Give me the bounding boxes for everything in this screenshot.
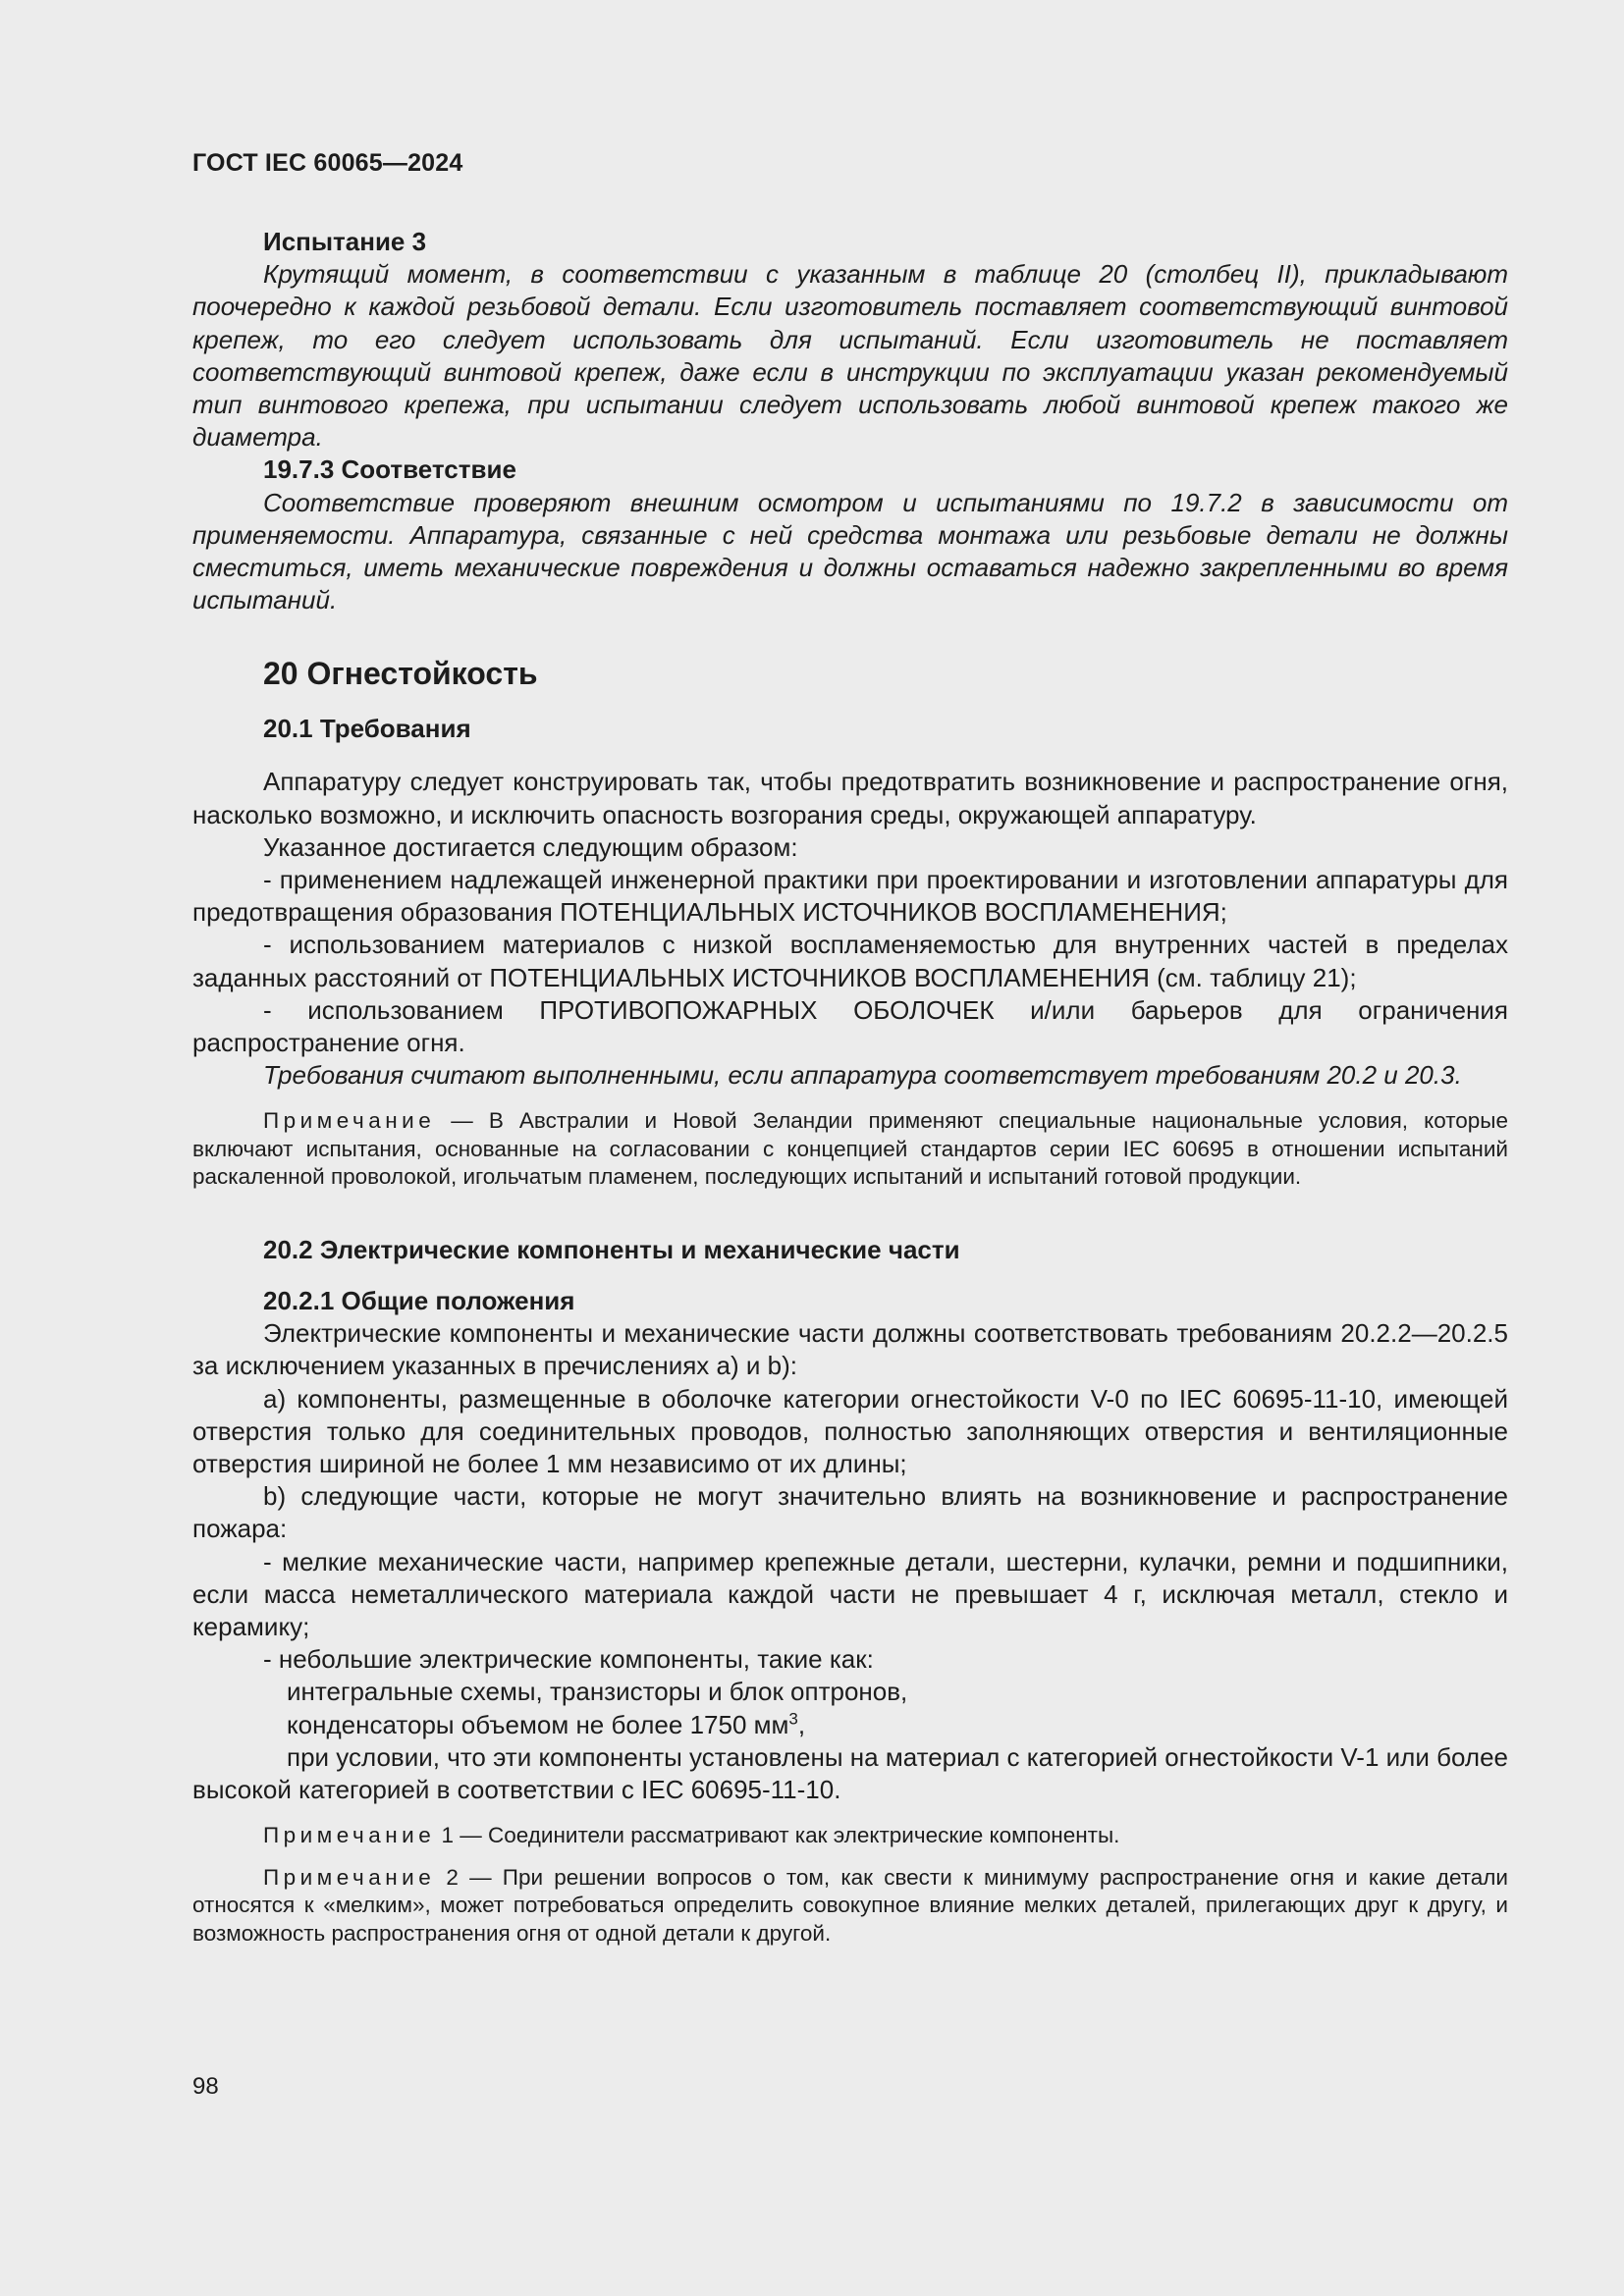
list-item-b: b) следующие части, которые не могут значительно влиять на возникновение и распространение пожара: <box>192 1481 1508 1544</box>
section-20-1-para-1: Аппаратуру следует конструировать так, чтобы предотвратить возникновение и распространение огня, насколько возможно, и исключить опасность возгорания среды, окружающей аппаратуру. <box>192 767 1508 829</box>
list-item-b-1: - мелкие механические части, например крепежные детали, шестерни, кулачки, ремни и подшипники, если масса неметаллического материала каждой части не превышает 4 г, исключая металл, стекло и керамику; <box>192 1546 1508 1641</box>
document-header: ГОСТ IEC 60065—2024 <box>192 149 463 177</box>
section-20-1-title: 20.1 Требования <box>263 714 471 744</box>
section-20-1-para-3: Требования считают выполненными, если аппаратура соответствует требованиям 20.2 и 20.3. <box>263 1060 1462 1091</box>
note-20-1 <box>192 1107 1508 1192</box>
capacitor-text: конденсаторы объемом не более 1750 мм <box>287 1709 789 1739</box>
list-subitem: интегральные схемы, транзисторы и блок оптронов, <box>287 1677 908 1707</box>
page-number: 98 <box>192 2073 219 2100</box>
list-item: - применением надлежащей инженерной практики при проектировании и изготовлении аппаратуры для предотвращения образования ПОТЕНЦИАЛЬНЫХ ИСТОЧНИКОВ ВОСПЛАМЕНЕНИЯ; <box>192 865 1508 928</box>
section-19-7-3-title: 19.7.3 Соответствие <box>263 454 516 485</box>
section-19-7-3-text: Соответствие проверяют внешним осмотром и испытаниями по 19.7.2 в зависимости от применяемости. Аппаратура, связанные с ней средства монтажа или резьбовые детали не должны сместиться, иметь механические повреждения и должны оставаться надежно закрепленными во время испытаний. <box>192 487 1508 615</box>
section-20-2-1-para-1: Электрические компоненты и механические части должны соответствовать требованиям 20.2.2—20.2.5 за исключением указанных в пречислениях a) и b): <box>192 1318 1508 1381</box>
list-item-b-2: - небольшие электрические компоненты, такие как: <box>263 1644 874 1675</box>
list-item: - использованием материалов с низкой воспламеняемостью для внутренних частей в пределах заданных расстояний от ПОТЕНЦИАЛЬНЫХ ИСТОЧНИКОВ ВОСПЛАМЕНЕНИЯ (см. таблицу 21); <box>192 930 1508 992</box>
list-item: - использованием ПРОТИВОПОЖАРНЫХ ОБОЛОЧЕК и/или барьеров для ограничения распространение огня. <box>192 994 1508 1058</box>
note-text: 2 — При решении вопросов о том, как свести к минимуму распространение огня и какие детали относятся к «мелким», может потребоваться определить совокупное влияние мелких деталей, прилегающих друг к другу, и возможность распространения огня от одной детали к другой. <box>192 1864 1508 1946</box>
note-text: — В Австралии и Новой Зеландии применяют специальные национальные условия, которые включают испытания, основанные на согласовании с концепцией стандартов серии IEC 60695 в отношении испытаний раскаленной проволокой, игольчатым пламенем, последующих испытаний и испытаний готовой продукции. <box>192 1108 1508 1190</box>
section-20-1-para-2: Указанное достигается следующим образом: <box>263 831 798 862</box>
note-20-2-2 <box>192 1864 1508 1949</box>
section-20-2-1-title: 20.2.1 Общие положения <box>263 1285 575 1315</box>
list-subitem <box>192 1709 1508 1741</box>
note-text: 1 — Соединители рассматривают как электрические компоненты. <box>435 1823 1120 1848</box>
section-20-title: 20 Огнестойкость <box>263 656 538 692</box>
test3-text: Крутящий момент, в соответствии с указанным в таблице 20 (столбец II), прикладывают поочередно к каждой резьбовой детали. Если изготовитель поставляет соответствующий винтовой крепеж, то его следует использовать для испытаний. Если изготовитель не поставляет соответствующий винтовой крепеж, даже если в инструкции по эксплуатации указан рекомендуемый тип винтового крепежа, при испытании следует использовать любой винтовой крепеж такого же диаметра. <box>192 259 1508 453</box>
note-label: Примечание <box>263 1864 436 1890</box>
list-item-a: a) компоненты, размещенные в оболочке категории огнестойкости V-0 по IEC 60695-11-10, имеющей отверстия только для соединительных проводов, полностью заполняющих отверстия и вентиляционные отверстия шириной не более 1 мм независимо от их длины; <box>192 1383 1508 1478</box>
note-20-2-1 <box>192 1822 1508 1850</box>
condition-text: при условии, что эти компоненты установлены на материал с категорией огнестойкости V-1 или более высокой категорией в соответствии с IEC 60695-11-10. <box>192 1741 1508 1805</box>
note-label: Примечание <box>263 1108 436 1134</box>
section-20-2-title: 20.2 Электрические компоненты и механические части <box>263 1234 960 1264</box>
note-label: Примечание <box>263 1823 436 1848</box>
document-body <box>192 147 1508 1948</box>
test3-title: Испытание 3 <box>263 227 427 256</box>
superscript: 3 <box>788 1708 798 1728</box>
punctuation: , <box>797 1709 806 1739</box>
